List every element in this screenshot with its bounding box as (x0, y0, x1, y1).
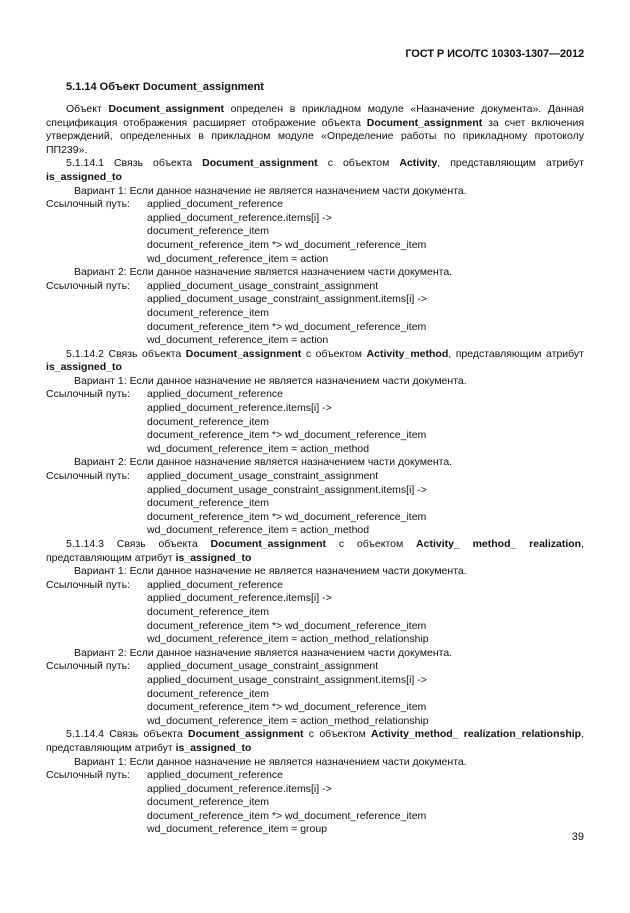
path-line: wd_document_reference_item = action_method_relationship (147, 714, 429, 727)
subsection-target-entity: Activity_ method_ realization (416, 538, 582, 550)
subsection-5-1-14-4 (46, 728, 584, 837)
subsection-text: с объектом (326, 538, 417, 550)
subsection-text: с объектом (303, 728, 371, 741)
subsection-number: 5.1.14.3 (66, 538, 104, 550)
path-line: applied_document_reference.items[i] -> (147, 402, 332, 415)
variant-label: Вариант 2: Если данное назначение является назначением части документа. (74, 646, 453, 659)
intro-text-2: определен в прикладном модуле «Назначение документа». Данная спецификация отображения расширяет отображение объекта (46, 103, 584, 129)
path-line: document_reference_item (147, 415, 269, 428)
subsection-text: , представляющим атрибут (437, 157, 584, 170)
section-title: 5.1.14 Объект Document_assignment (66, 81, 264, 93)
subsection-number: 5.1.14.4 (66, 728, 104, 741)
path-row (46, 579, 584, 593)
path-line: document_reference_item (147, 306, 269, 319)
subsection-heading (46, 348, 584, 375)
path-row (46, 470, 584, 484)
subsection-attribute: is_assigned_to (175, 551, 252, 564)
path-line: document_reference_item *> wd_document_reference_item (147, 619, 427, 632)
subsection-text: Связь объекта (103, 157, 203, 170)
path-label: Ссылочный путь: (46, 660, 130, 673)
path-line: applied_document_reference (147, 578, 284, 591)
path-label: Ссылочный путь: (46, 578, 130, 591)
path-line: wd_document_reference_item = action (147, 334, 329, 347)
variant-label: Вариант 2: Если данное назначение является назначением части документа. (74, 456, 453, 469)
path-line: document_reference_item *> wd_document_reference_item (147, 238, 427, 251)
variant-label: Вариант 1: Если данное назначение не является назначением части документа. (74, 565, 467, 578)
path-line: applied_document_usage_constraint_assignment (147, 470, 379, 483)
intro-paragraph (46, 103, 584, 157)
path-label: Ссылочный путь: (46, 470, 130, 483)
intro-text-3: за счет включения утверждений, определенных в прикладном модуле «Определение работы по прикладному протоколу ПП239». (46, 116, 585, 156)
variant-label: Вариант 2: Если данное назначение является назначением части документа. (74, 266, 453, 279)
path-label: Ссылочный путь: (46, 388, 130, 401)
path-line: document_reference_item (147, 497, 269, 510)
path-line: applied_document_reference (147, 769, 284, 782)
subsection-5-1-14-1 (46, 157, 584, 347)
variant-label: Вариант 1: Если данное назначение не является назначением части документа. (74, 374, 467, 387)
path-line: applied_document_reference (147, 198, 284, 211)
subsection-attribute: is_assigned_to (46, 170, 122, 183)
subsection-text: с объектом (317, 157, 400, 170)
subsection-attribute: is_assigned_to (46, 361, 122, 374)
path-line: wd_document_reference_item = action_method_relationship (147, 633, 429, 646)
subsection-number: 5.1.14.1 (66, 157, 104, 170)
page-number: 39 (571, 831, 584, 843)
path-line: document_reference_item *> wd_document_reference_item (147, 320, 427, 333)
subsection-entity: Document_assignment (202, 157, 318, 170)
variant-label: Вариант 1: Если данное назначение не является назначением части документа. (74, 755, 467, 768)
subsection-heading (46, 538, 584, 565)
intro-text-1: Объект (66, 103, 109, 115)
subsection-target-entity: Activity (399, 157, 438, 170)
path-row (46, 388, 584, 402)
path-line: applied_document_reference.items[i] -> (147, 782, 332, 795)
subsection-entity: Document_assignment (185, 347, 302, 360)
intro-entity-2: Document_assignment (366, 116, 483, 129)
document-code-header: ГОСТ Р ИСО/ТС 10303-1307—2012 (405, 48, 584, 60)
path-line: document_reference_item *> wd_document_reference_item (147, 510, 427, 523)
intro-entity-1: Document_assignment (108, 103, 224, 115)
subsection-target-entity: Activity_method_ realization_relationship (371, 728, 582, 741)
path-line: applied_document_usage_constraint_assignment.items[i] -> (147, 293, 427, 306)
path-line: applied_document_usage_constraint_assignment (147, 660, 379, 673)
subsection-text: Связь объекта (103, 728, 188, 741)
path-line: applied_document_reference.items[i] -> (147, 211, 332, 224)
page-content (46, 80, 584, 837)
path-row (46, 280, 584, 294)
subsection-text: с объектом (301, 347, 367, 360)
path-line: document_reference_item (147, 687, 269, 700)
path-line: applied_document_reference (147, 388, 284, 401)
path-line: document_reference_item (147, 225, 269, 238)
subsection-5-1-14-2 (46, 348, 584, 538)
path-line: document_reference_item *> wd_document_reference_item (147, 429, 427, 442)
path-row (46, 660, 584, 674)
subsection-5-1-14-3 (46, 538, 584, 728)
subsection-text: Связь объекта (103, 538, 211, 550)
path-line: wd_document_reference_item = action_method (147, 524, 370, 537)
subsection-target-entity: Activity_method (366, 347, 449, 360)
path-line: applied_document_usage_constraint_assignment.items[i] -> (147, 673, 427, 686)
subsection-text: , представляющим атрибут (46, 728, 585, 754)
subsection-entity: Document_assignment (210, 538, 327, 550)
subsection-heading (46, 728, 584, 755)
subsection-text: , представляющим атрибут (46, 538, 584, 564)
path-row (46, 769, 584, 783)
subsection-text: , представляющим атрибут (448, 347, 584, 360)
subsection-entity: Document_assignment (187, 728, 304, 741)
path-line: wd_document_reference_item = action (147, 252, 329, 265)
subsection-heading (46, 157, 584, 184)
subsection-text: Связь объекта (103, 347, 186, 360)
path-line: document_reference_item (147, 796, 269, 809)
path-line: wd_document_reference_item = action_method (147, 442, 370, 455)
path-line: applied_document_usage_constraint_assignment.items[i] -> (147, 483, 427, 496)
path-label: Ссылочный путь: (46, 198, 130, 211)
variant-label: Вариант 1: Если данное назначение не является назначением части документа. (74, 184, 467, 197)
path-label: Ссылочный путь: (46, 769, 130, 782)
path-line: applied_document_reference.items[i] -> (147, 592, 332, 605)
subsection-number: 5.1.14.2 (66, 347, 104, 360)
path-line: document_reference_item *> wd_document_reference_item (147, 809, 427, 822)
path-line: document_reference_item (147, 605, 269, 618)
path-line: document_reference_item *> wd_document_reference_item (147, 701, 427, 714)
path-line: applied_document_usage_constraint_assignment (147, 279, 379, 292)
subsection-attribute: is_assigned_to (175, 741, 252, 754)
path-label: Ссылочный путь: (46, 279, 130, 292)
path-row (46, 198, 584, 212)
path-line: wd_document_reference_item = group (147, 823, 328, 836)
